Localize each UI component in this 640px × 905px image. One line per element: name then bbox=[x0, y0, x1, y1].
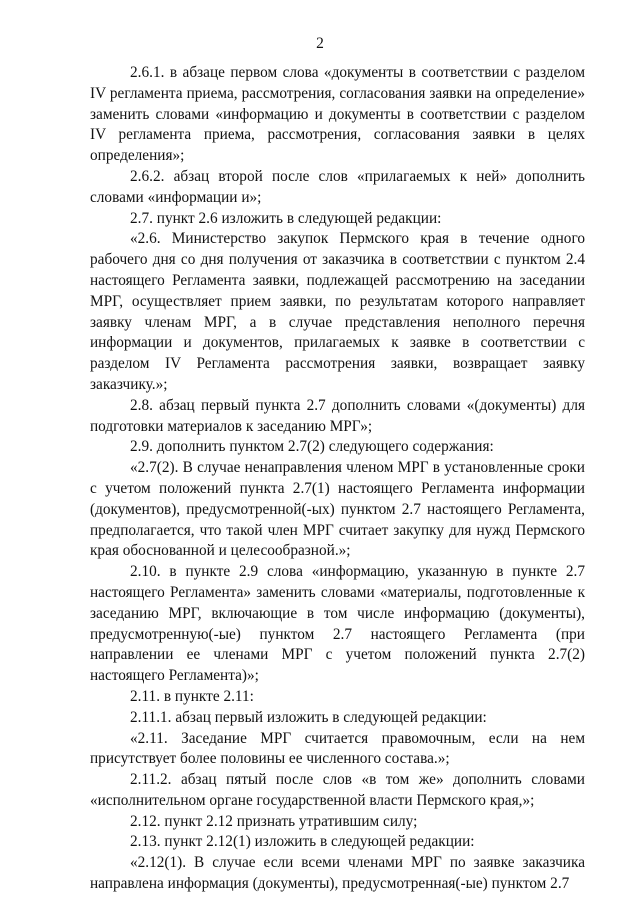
page-number: 2 bbox=[316, 35, 324, 52]
paragraph-2-12-1-text: «2.12(1). В случае если всеми членами МРГ по заявке заказчика направлена информация (документы), предусмотренная(-ые) пунктом 2.7 bbox=[90, 854, 585, 893]
paragraph-2-11-1: 2.11.1. абзац первый изложить в следующей редакции: bbox=[130, 708, 487, 726]
paragraph-2-6-text: «2.6. Министерство закупок Пермского края в течение одного рабочего дня со дня получения от заказчика в соответствии с пунктом 2.4 настоящего Регламента заявки, подлежащей рассмотрению на заседании МРГ, осуществляет прием заявки, по результатам которого направляет заявку членам МРГ, а в случае представления неполного перечня информации и документов, прилагаемых к заявке в соответствии с разделом IV Регламента рассмотрения заявки, возвращает заявку заказчику.»; bbox=[90, 230, 585, 393]
paragraph-2-7-2-text: «2.7(2). В случае ненаправления членом МРГ в установленные сроки с учетом положений пункта 2.7(1) настоящего Регламента информации (документов), предусмотренной(-ых) пунктом 2.7 настоящего Регламента, предполагается, что такой член МРГ считает закупку для нужд Пермского края обоснованной и целесообразной.»; bbox=[90, 459, 585, 560]
paragraph-2-12: 2.12. пункт 2.12 признать утратившим силу; bbox=[130, 812, 418, 830]
paragraph-2-6-1: 2.6.1. в абзаце первом слова «документы в соответствии с разделом IV регламента приема, рассмотрения, согласования заявки на определение» заменить словами «информацию и документы в соответствии с разделом IV регламента приема, рассмотрения, согласования заявки в целях определения»; bbox=[90, 64, 585, 165]
paragraph-2-10: 2.10. в пункте 2.9 слова «информацию, указанную в пункте 2.7 настоящего Регламента» заменить словами «материалы, подготовленные к заседанию МРГ, включающие в том числе информацию (документы), предусмотренную(-ые) пунктом 2.7 настоящего Регламента (при направлении ее членами МРГ с учетом положений пункта 2.7(2) настоящего Регламента)»; bbox=[90, 563, 585, 685]
paragraph-2-9: 2.9. дополнить пунктом 2.7(2) следующего содержания: bbox=[130, 438, 494, 456]
document-body bbox=[90, 63, 585, 895]
paragraph-2-11: 2.11. в пункте 2.11: bbox=[130, 687, 254, 705]
paragraph-2-8: 2.8. абзац первый пункта 2.7 дополнить словами «(документы) для подготовки материалов к заседанию МРГ»; bbox=[90, 396, 585, 435]
paragraph-2-7: 2.7. пункт 2.6 изложить в следующей редакции: bbox=[130, 209, 442, 227]
paragraph-2-13: 2.13. пункт 2.12(1) изложить в следующей редакции: bbox=[130, 833, 475, 851]
paragraph-2-11-text: «2.11. Заседание МРГ считается правомочным, если на нем присутствует более половины ее численного состава.»; bbox=[90, 729, 585, 768]
paragraph-2-6-2: 2.6.2. абзац второй после слов «прилагаемых к ней» дополнить словами «информации и»; bbox=[90, 167, 585, 206]
paragraph-2-11-2: 2.11.2. абзац пятый после слов «в том же» дополнить словами «исполнительном органе государственной власти Пермского края,»; bbox=[90, 771, 585, 809]
